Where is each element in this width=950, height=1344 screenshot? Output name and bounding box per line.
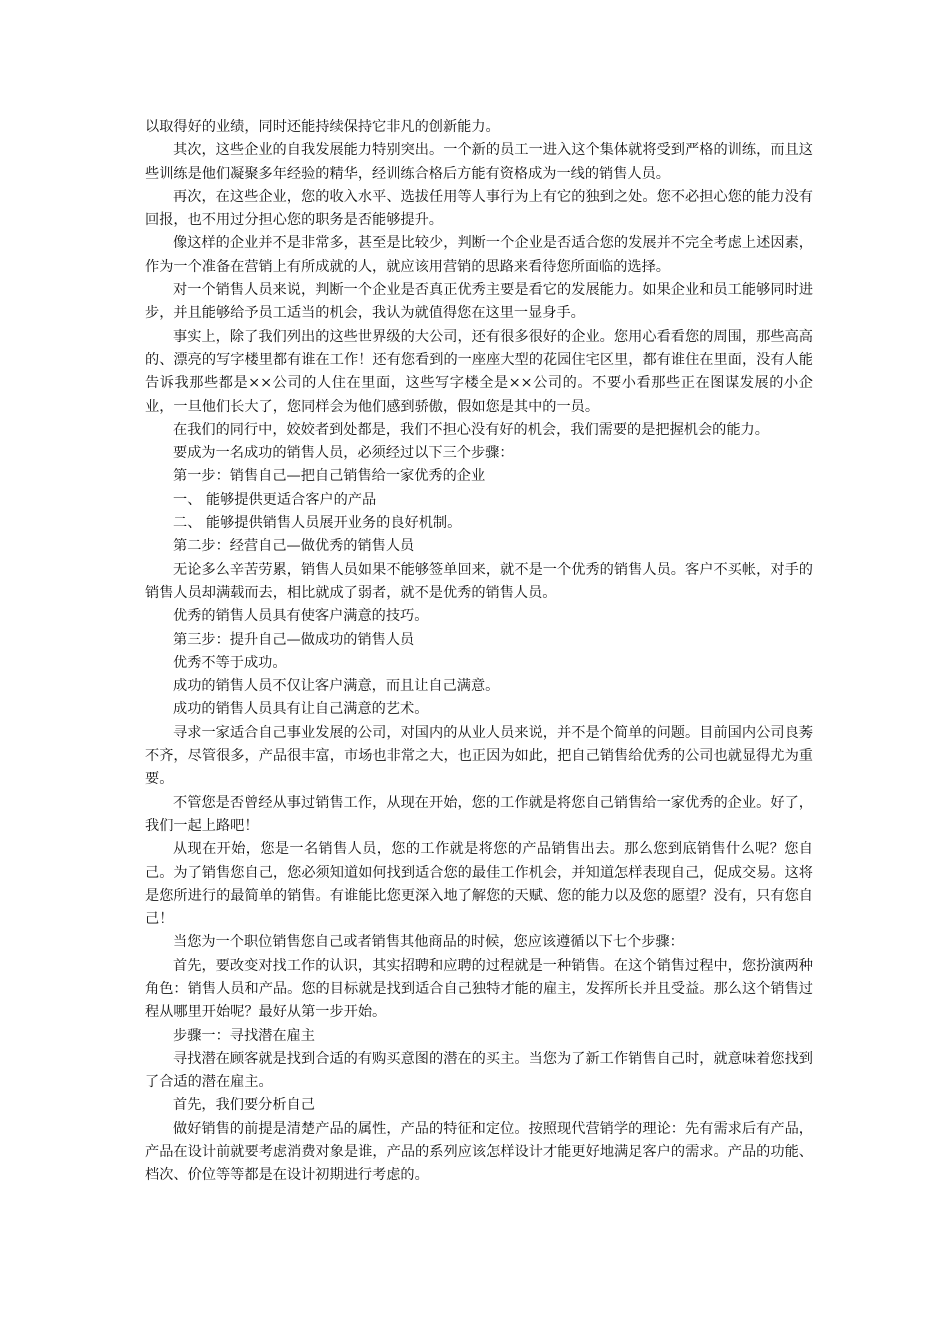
paragraph: 在我们的同行中，姣姣者到处都是，我们不担心没有好的机会，我们需要的是把握机会的能力。	[173, 421, 769, 438]
paragraph: 其次，这些企业的自我发展能力特别突出。一个新的员工一进入这个集体就将受到严格的训练，而且这些训练是他们凝聚多年经验的精华，经训练合格后方能有资格成为一线的销售人员。	[145, 142, 813, 182]
paragraph: 二、 能够提供销售人员展开业务的良好机制。	[173, 515, 462, 532]
paragraph: 当您为一个职位销售您自己或者销售其他商品的时候，您应该遵循以下七个步骤：	[173, 934, 684, 951]
paragraph: 再次，在这些企业，您的收入水平、选拔任用等人事行为上有它的独到之处。您不必担心您的能力没有回报，也不用过分担心您的职务是否能够提升。	[145, 188, 813, 229]
paragraph: 第二步：经营自己—做优秀的销售人员	[173, 538, 415, 555]
paragraph: 优秀不等于成功。	[173, 654, 287, 671]
paragraph: 第一步：销售自己—把自己销售给一家优秀的企业	[173, 468, 486, 485]
paragraph: 像这样的企业并不是非常多，甚至是比较少，判断一个企业是否适合您的发展并不完全考虑上述因素，作为一个准备在营销上有所成就的人，就应该用营销的思路来看待您所面临的选择。	[145, 235, 813, 275]
paragraph: 优秀的销售人员具有使客户满意的技巧。	[173, 608, 429, 625]
paragraph: 一、 能够提供更适合客户的产品	[173, 491, 377, 508]
paragraph: 成功的销售人员不仅让客户满意，而且让自己满意。	[173, 678, 500, 695]
paragraph: 要成为一名成功的销售人员，必须经过以下三个步骤：	[173, 445, 514, 462]
paragraph: 首先，要改变对找工作的认识，其实招聘和应聘的过程就是一种销售。在这个销售过程中，您扮演两种角色：销售人员和产品。您的目标就是找到适合自己独特才能的雇主，发挥所长并且受益。那么这个销售过程从哪里开始呢？最好从第一步开始。	[145, 957, 813, 1021]
paragraph: 寻求一家适合自己事业发展的公司，对国内的从业人员来说，并不是个简单的问题。目前国内公司良莠不齐，尽管很多，产品很丰富，市场也非常之大，也正因为如此，把自己销售给优秀的公司也就显得尤为重要。	[145, 724, 813, 788]
paragraph: 对一个销售人员来说，判断一个企业是否真正优秀主要是看它的发展能力。如果企业和员工能够同时进步，并且能够给予员工适当的机会，我认为就值得您在这里一显身手。	[145, 282, 813, 322]
document-body	[145, 116, 813, 1188]
paragraph: 成功的销售人员具有让自己满意的艺术。	[173, 701, 429, 718]
paragraph: 首先，我们要分析自己	[173, 1097, 315, 1114]
paragraph: 以取得好的业绩，同时还能持续保持它非凡的创新能力。	[145, 119, 500, 135]
paragraph: 无论多么辛苦劳累，销售人员如果不能够签单回来，就不是一个优秀的销售人员。客户不买帐，对手的销售人员却满载而去，相比就成了弱者，就不是优秀的销售人员。	[145, 561, 813, 601]
paragraph: 事实上，除了我们列出的这些世界级的大公司，还有很多很好的企业。您用心看看您的周围，那些高高的、漂亮的写字楼里都有谁在工作！还有您看到的一座座大型的花园住宅区里，都有谁住在里面，没有人能告诉我那些都是××公司的人住在里面，这些写字楼全是××公司的。不要小看那些正在图谋发展的小企业，一旦他们长大了，您同样会为他们感到骄傲，假如您是其中的一员。	[145, 328, 813, 415]
paragraph: 第三步：提升自己—做成功的销售人员	[173, 631, 415, 648]
paragraph: 步骤一：寻找潜在雇主	[173, 1027, 315, 1044]
paragraph: 寻找潜在顾客就是找到合适的有购买意图的潜在的买主。当您为了新工作销售自己时，就意味着您找到了合适的潜在雇主。	[145, 1050, 813, 1091]
paragraph: 做好销售的前提是清楚产品的属性，产品的特征和定位。按照现代营销学的理论：先有需求后有产品，产品在设计前就要考虑消费对象是谁，产品的系列应该怎样设计才能更好地满足客户的需求。产品的功能、档次、价位等等都是在设计初期进行考虑的。	[145, 1120, 813, 1184]
paragraph: 不管您是否曾经从事过销售工作，从现在开始，您的工作就是将您自己销售给一家优秀的企业。好了，我们一起上路吧！	[145, 794, 813, 834]
paragraph: 从现在开始，您是一名销售人员，您的工作就是将您的产品销售出去。那么您到底销售什么呢？您自己。为了销售您自己，您必须知道如何找到适合您的最佳工作机会，并知道怎样表现自己，促成交易。这将是您所进行的最简单的销售。有谁能比您更深入地了解您的天赋、您的能力以及您的愿望？没有，只有您自己！	[145, 841, 813, 928]
